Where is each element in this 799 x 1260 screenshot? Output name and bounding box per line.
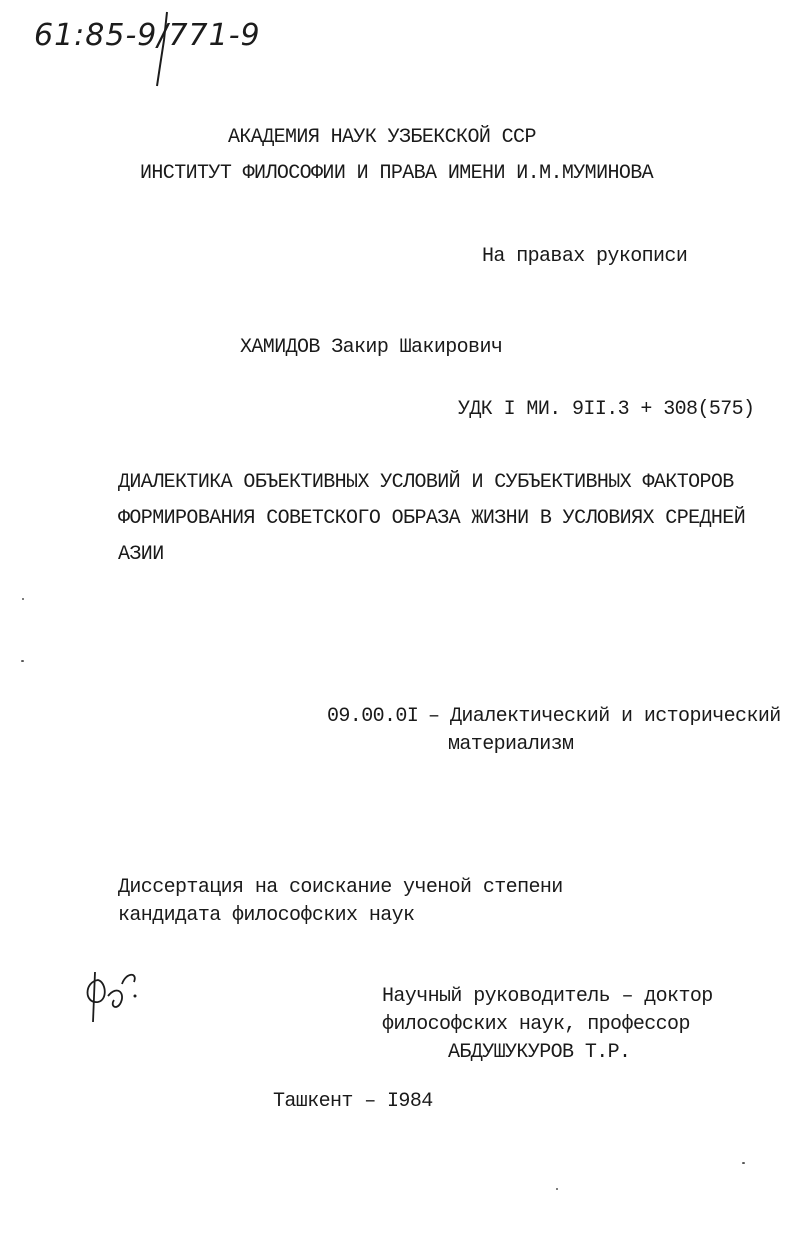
title-line-3: АЗИИ bbox=[118, 543, 164, 566]
scan-speck bbox=[22, 598, 24, 600]
specialty-name-line-1: Диалектический и исторический bbox=[450, 705, 781, 728]
handwritten-initials-mark bbox=[78, 966, 140, 1024]
handwritten-slash-mark bbox=[152, 10, 174, 88]
degree-line-1: Диссертация на соискание ученой степени bbox=[118, 876, 563, 899]
author-name: ХАМИДОВ Закир Шакирович bbox=[240, 336, 503, 359]
scan-speck bbox=[21, 660, 24, 662]
supervisor-line-2: философских наук, профессор bbox=[382, 1013, 690, 1036]
specialty-name-line-2: материализм bbox=[448, 733, 574, 756]
scan-speck bbox=[556, 1188, 558, 1190]
institute-name: ИНСТИТУТ ФИЛОСОФИИ И ПРАВА ИМЕНИ И.М.МУМИНОВА bbox=[140, 162, 654, 185]
supervisor-name: АБДУШУКУРОВ Т.Р. bbox=[448, 1041, 631, 1064]
title-line-1: ДИАЛЕКТИКА ОБЪЕКТИВНЫХ УСЛОВИЙ И СУБЪЕКТИВНЫХ ФАКТОРОВ bbox=[118, 471, 734, 494]
degree-line-2: кандидата философских наук bbox=[118, 904, 415, 927]
place-and-year: Ташкент – I984 bbox=[273, 1090, 433, 1113]
udc-code: УДК I МИ. 9II.3 + 308(575) bbox=[458, 398, 755, 421]
academy-name: АКАДЕМИЯ НАУК УЗБЕКСКОЙ ССР bbox=[228, 126, 536, 149]
archive-code-handwritten: 61:85-9/771-9 bbox=[34, 18, 261, 53]
specialty-code: 09.00.0I bbox=[327, 705, 419, 728]
scan-speck bbox=[742, 1162, 745, 1164]
specialty-dash: – bbox=[428, 705, 440, 728]
supervisor-line-1: Научный руководитель – доктор bbox=[382, 985, 713, 1008]
title-line-2: ФОРМИРОВАНИЯ СОВЕТСКОГО ОБРАЗА ЖИЗНИ В УСЛОВИЯХ СРЕДНЕЙ bbox=[118, 507, 746, 530]
rights-note: На правах рукописи bbox=[482, 245, 688, 268]
